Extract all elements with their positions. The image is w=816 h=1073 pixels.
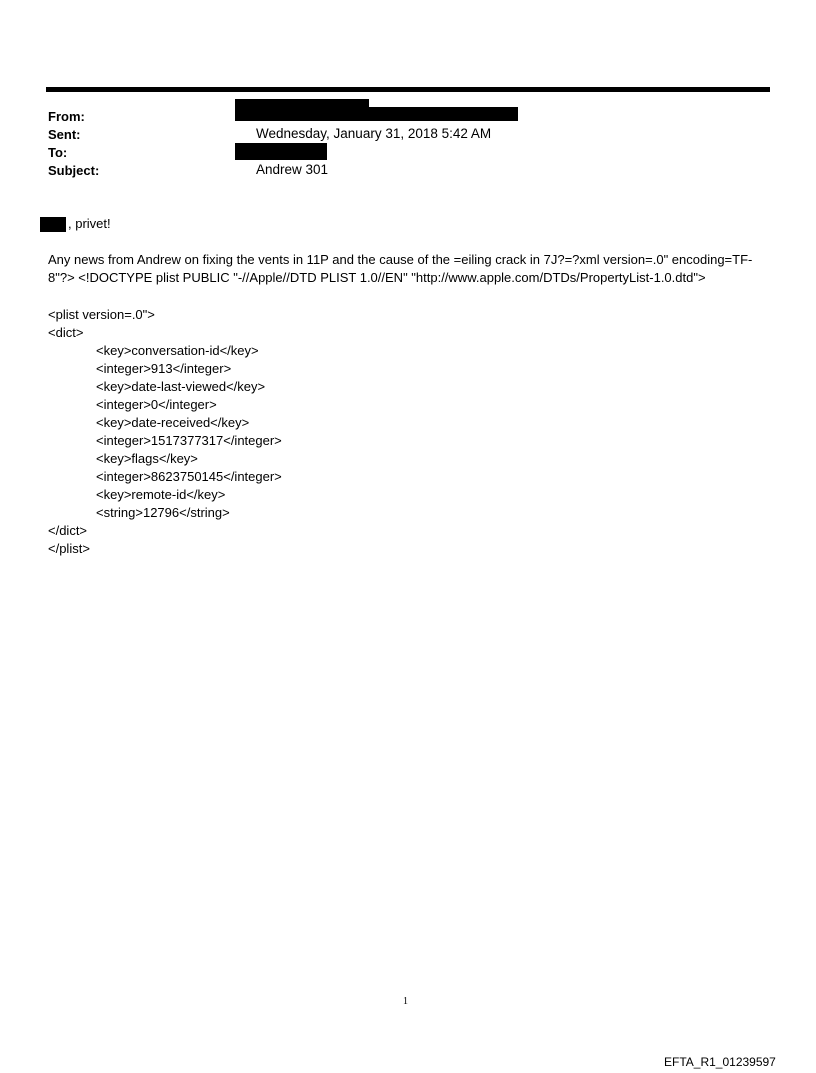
from-redaction	[235, 107, 518, 121]
subject-label: Subject:	[48, 163, 100, 178]
xml-line: <key>remote-id</key>	[96, 487, 226, 502]
xml-line: <integer>8623750145</integer>	[96, 469, 282, 484]
message-body: Any news from Andrew on fixing the vents in 11P and the cause of the =eiling crack in 7J?=?xml version=.0" encoding=TF-8"?> <!DOCTYPE plist PUBLIC "-//Apple//DTD PLIST 1.0//EN" "http://www.apple.com/DTDs/PropertyList-1.0.dtd">	[48, 252, 753, 285]
xml-line: <integer>913</integer>	[96, 361, 232, 376]
xml-block	[48, 306, 282, 558]
xml-line: <key>date-last-viewed</key>	[96, 379, 266, 394]
xml-line: <plist version=.0">	[48, 307, 155, 322]
greeting-name-redaction	[40, 217, 66, 232]
xml-line: <key>conversation-id</key>	[96, 343, 259, 358]
to-redaction	[235, 143, 327, 160]
xml-line: <integer>1517377317</integer>	[96, 433, 282, 448]
xml-line: <dict>	[48, 325, 84, 340]
xml-line: <key>flags</key>	[96, 451, 198, 466]
xml-line: <integer>0</integer>	[96, 397, 217, 412]
document-id: EFTA_R1_01239597	[664, 1055, 776, 1069]
header-rule	[46, 87, 770, 92]
to-label: To:	[48, 145, 68, 160]
greeting-text: , privet!	[68, 216, 111, 231]
page-number: 1	[403, 996, 408, 1007]
xml-line: </plist>	[48, 541, 90, 556]
sent-value: Wednesday, January 31, 2018 5:42 AM	[256, 126, 492, 141]
xml-line: <key>date-received</key>	[96, 415, 250, 430]
xml-line: </dict>	[48, 523, 88, 538]
from-label: From:	[48, 109, 85, 124]
subject-value: Andrew 301	[256, 162, 329, 177]
xml-line: <string>12796</string>	[96, 505, 230, 520]
sent-label: Sent:	[48, 127, 81, 142]
